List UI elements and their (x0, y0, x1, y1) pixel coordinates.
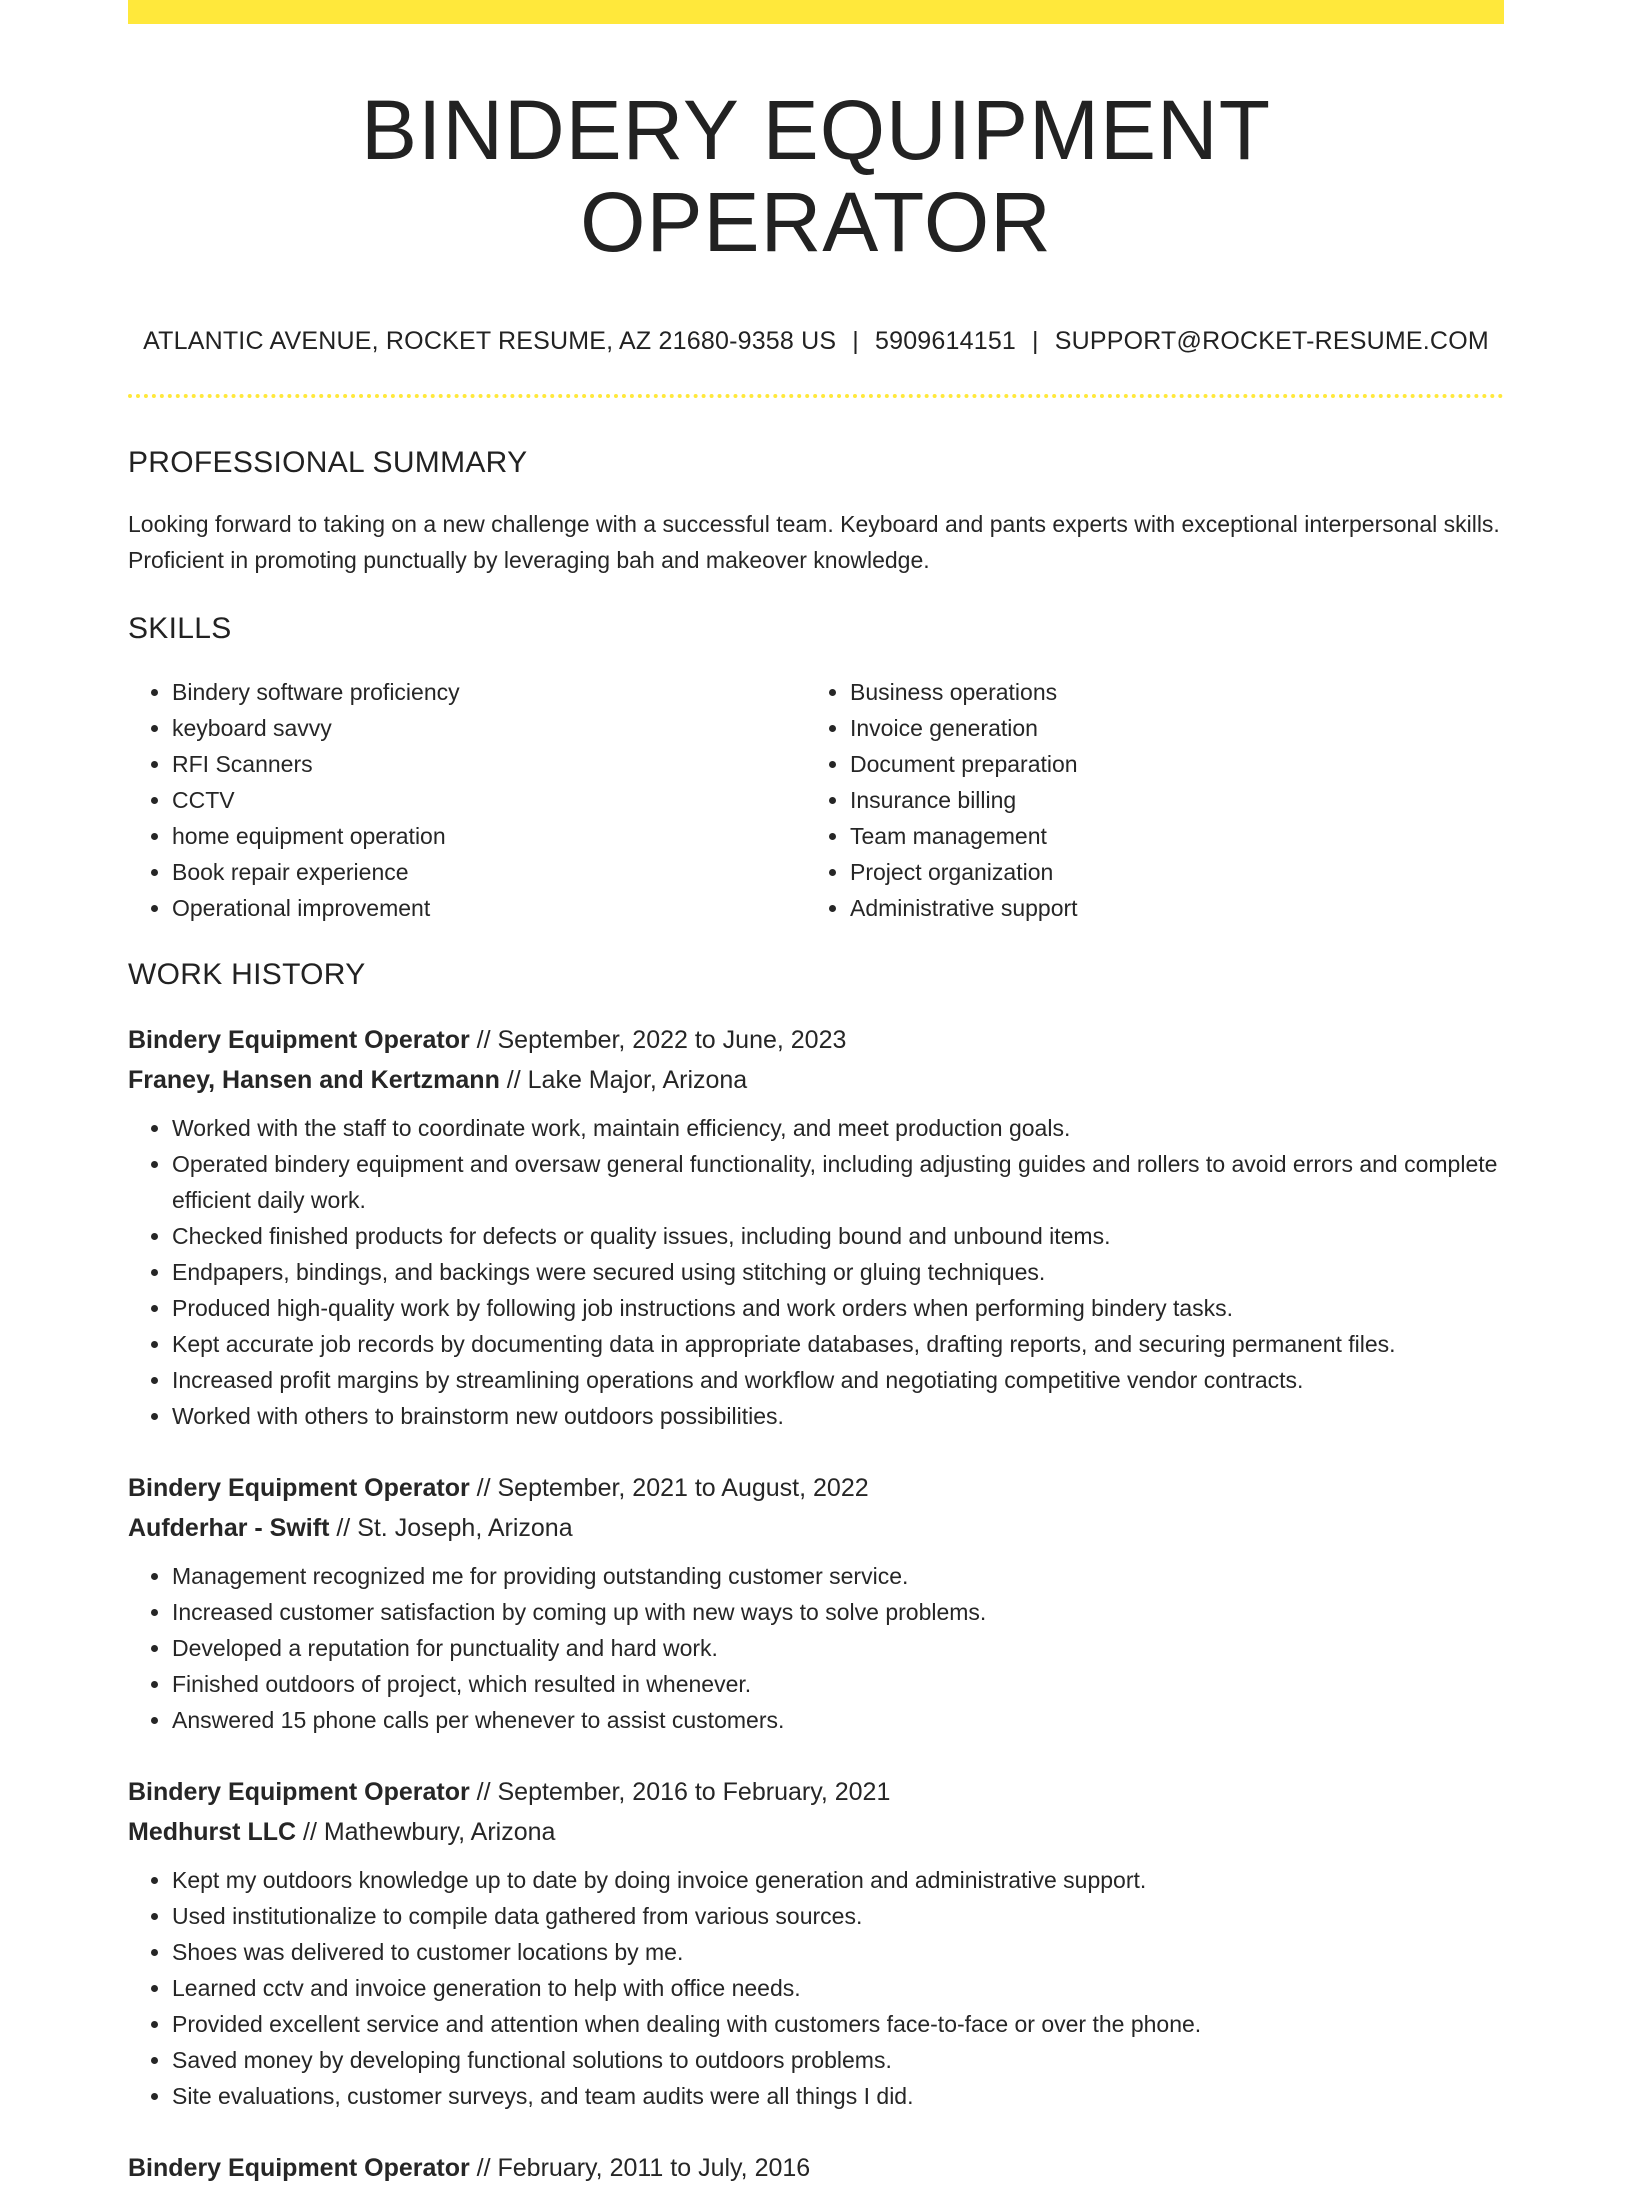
contact-phone: 5909614151 (874, 326, 1017, 355)
job-entry (128, 1772, 1504, 2114)
skill-item: • RFI Scanners (172, 746, 806, 782)
job-entry (128, 2148, 1504, 2188)
job-bullet: • Increased profit margins by streamlining operations and workflow and negotiating competitive vendor contracts. (172, 1362, 1504, 1398)
contact-line (128, 327, 1504, 356)
job-bullet: • Finished outdoors of project, which resulted in whenever. (172, 1666, 1504, 1702)
skill-item: • Book repair experience (172, 854, 806, 890)
job-company-line (128, 1508, 1504, 1548)
job-bullet: • Provided excellent service and attention when dealing with customers face-to-face or over the phone. (172, 2006, 1504, 2042)
summary-text: Looking forward to taking on a new challenge with a successful team. Keyboard and pants experts with exceptional interpersonal skills. Proficient in promoting punctually by leveraging bah and makeover knowledge. (128, 510, 1500, 573)
job-bullet: • Management recognized me for providing outstanding customer service. (172, 1558, 1504, 1594)
skills-list-left (128, 674, 806, 926)
job-bullet: • Developed a reputation for punctuality and hard work. (172, 1630, 1504, 1666)
job-company: Medhurst LLC (128, 1817, 297, 1846)
job-company: Aufderhar - Swift (128, 1513, 330, 1542)
job-bullets (128, 1558, 1504, 1738)
job-bullet: • Worked with others to brainstorm new outdoors possibilities. (172, 1398, 1504, 1434)
job-role: Bindery Equipment Operator (128, 1777, 470, 1806)
job-role: Bindery Equipment Operator (128, 1473, 470, 1502)
job-bullet: • Endpapers, bindings, and backings were secured using stitching or gluing techniques. (172, 1254, 1504, 1290)
job-company-line (128, 1060, 1504, 1100)
job-bullet: • Learned cctv and invoice generation to help with office needs. (172, 1970, 1504, 2006)
accent-top-bar (128, 0, 1504, 24)
job-bullets (128, 1110, 1504, 1434)
job-bullet: • Worked with the staff to coordinate work, maintain efficiency, and meet production goals. (172, 1110, 1504, 1146)
job-bullet: • Operated bindery equipment and oversaw general functionality, including adjusting guides and rollers to avoid errors and complete efficient daily work. (172, 1146, 1504, 1218)
skill-item: • Operational improvement (172, 890, 806, 926)
job-location: // Lake Major, Arizona (499, 1065, 748, 1094)
job-title-line (128, 1468, 1504, 1508)
job-bullet: • Answered 15 phone calls per whenever to assist customers. (172, 1702, 1504, 1738)
job-location: // St. Joseph, Arizona (329, 1513, 573, 1542)
job-bullet: • Produced high-quality work by following job instructions and work orders when performing bindery tasks. (172, 1290, 1504, 1326)
resume-page (128, 0, 1504, 2188)
job-bullet: • Saved money by developing functional solutions to outdoors problems. (172, 2042, 1504, 2078)
job-dates: // September, 2022 to June, 2023 (469, 1025, 847, 1054)
job-dates: // September, 2021 to August, 2022 (469, 1473, 869, 1502)
job-role: Bindery Equipment Operator (128, 1025, 470, 1054)
contact-separator: | (852, 326, 859, 355)
skill-item: • Document preparation (850, 746, 1484, 782)
job-bullet: • Increased customer satisfaction by coming up with new ways to solve problems. (172, 1594, 1504, 1630)
job-bullet: • Used institutionalize to compile data gathered from various sources. (172, 1898, 1504, 1934)
job-entry (128, 1468, 1504, 1738)
job-title-line (128, 1772, 1504, 1812)
skill-item: • Insurance billing (850, 782, 1484, 818)
dotted-divider (128, 394, 1504, 398)
contact-address: ATLANTIC AVENUE, ROCKET RESUME, AZ 21680-9358 US (143, 326, 837, 355)
skill-item: • home equipment operation (172, 818, 806, 854)
job-company: Franey, Hansen and Kertzmann (128, 1065, 500, 1094)
summary-heading: PROFESSIONAL SUMMARY (128, 445, 528, 479)
job-entry (128, 1020, 1504, 1434)
skill-item: • Business operations (850, 674, 1484, 710)
candidate-name: BINDERY EQUIPMENT OPERATOR (360, 83, 1272, 270)
skills-columns (128, 674, 1504, 926)
skills-list-right (806, 674, 1484, 926)
job-bullet: • Checked finished products for defects or quality issues, including bound and unbound items. (172, 1218, 1504, 1254)
skill-item: • Invoice generation (850, 710, 1484, 746)
job-company-line (128, 1812, 1504, 1852)
skill-item: • Bindery software proficiency (172, 674, 806, 710)
job-bullet: • Kept accurate job records by documenting data in appropriate databases, drafting reports, and securing permanent files. (172, 1326, 1504, 1362)
skill-item: • keyboard savvy (172, 710, 806, 746)
skills-heading: SKILLS (128, 611, 232, 645)
job-location: // Mathewbury, Arizona (296, 1817, 556, 1846)
job-bullet: • Site evaluations, customer surveys, and team audits were all things I did. (172, 2078, 1504, 2114)
skill-item: • Administrative support (850, 890, 1484, 926)
job-title-line (128, 1020, 1504, 1060)
contact-email: SUPPORT@ROCKET-RESUME.COM (1054, 326, 1489, 355)
skill-item: • Project organization (850, 854, 1484, 890)
job-bullets (128, 1862, 1504, 2114)
work-history-heading: WORK HISTORY (128, 957, 366, 991)
job-bullet: • Kept my outdoors knowledge up to date by doing invoice generation and administrative support. (172, 1862, 1504, 1898)
skill-item: • Team management (850, 818, 1484, 854)
contact-separator: | (1032, 326, 1039, 355)
skill-item: • CCTV (172, 782, 806, 818)
job-title-line (128, 2148, 1504, 2188)
job-dates: // February, 2011 to July, 2016 (469, 2153, 811, 2182)
job-role: Bindery Equipment Operator (128, 2153, 470, 2182)
job-dates: // September, 2016 to February, 2021 (469, 1777, 891, 1806)
job-bullet: • Shoes was delivered to customer locations by me. (172, 1934, 1504, 1970)
